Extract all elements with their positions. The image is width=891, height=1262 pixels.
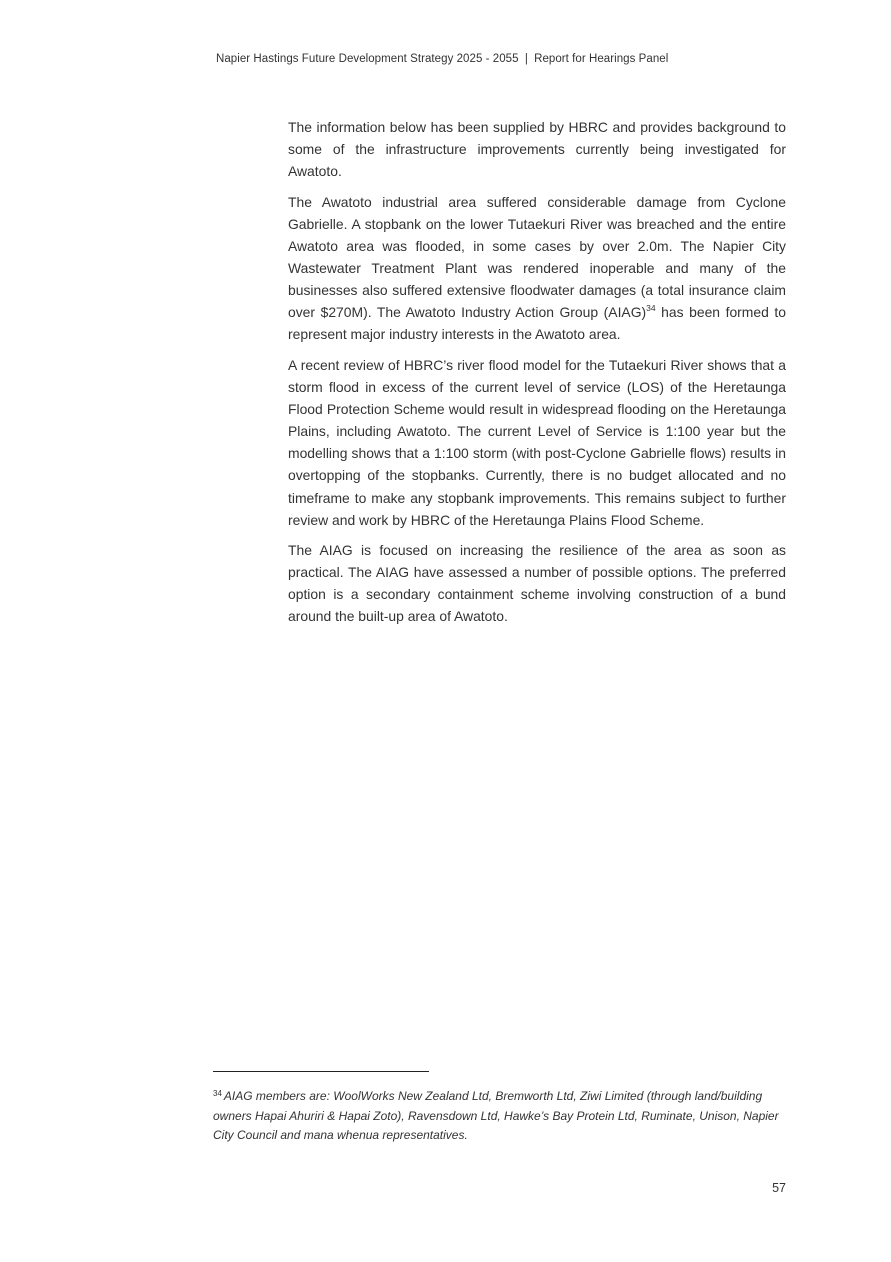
footnote-divider xyxy=(213,1071,429,1072)
footnote-reference[interactable]: 34 xyxy=(646,302,656,313)
footnote-number: 34 xyxy=(213,1089,222,1098)
running-header xyxy=(216,53,816,65)
header-subtitle: Report for Hearings Panel xyxy=(534,53,669,65)
footnote xyxy=(213,1087,786,1145)
paragraph-cyclone-damage xyxy=(288,191,786,346)
footnote-text: AIAG members are: WoolWorks New Zealand Ltd, Bremworth Ltd, Ziwi Limited (through land/building owners Hapai Ahuriri & Hapai Zoto), Ravensdown Ltd, Hawke’s Bay Protein Ltd, Ruminate, Unison, Napier City Council and mana whenua representatives. xyxy=(213,1089,779,1142)
body-text xyxy=(288,116,786,636)
header-separator: | xyxy=(524,53,528,65)
page-number: 57 xyxy=(772,1181,786,1195)
paragraph-cyclone-text-before: The Awatoto industrial area suffered considerable damage from Cyclone Gabrielle. A stopbank on the lower Tutaekuri River was breached and the entire Awatoto area was flooded, in some cases by over 2.0m. The Napier City Wastewater Treatment Plant was rendered inoperable and many of the businesses also suffered extensive floodwater damages (a total insurance claim over $270M). The Awatoto Industry Action Group (AIAG) xyxy=(288,193,786,321)
paragraph-aiag-options: The AIAG is focused on increasing the resilience of the area as soon as practical. The AIAG have assessed a number of possible options. The preferred option is a secondary containment scheme involving construction of a bund around the built-up area of Awatoto. xyxy=(288,542,786,625)
paragraph-cyclone-text-after: has been formed to represent major industry interests in the Awatoto area. xyxy=(288,304,786,343)
header-title: Napier Hastings Future Development Strategy 2025 - 2055 xyxy=(216,53,519,65)
paragraph-flood-model: A recent review of HBRC’s river flood model for the Tutaekuri River shows that a storm flood in excess of the current level of service (LOS) of the Heretaunga Flood Protection Scheme would result in widespread flooding on the Heretaunga Plains, including Awatoto. The current Level of Service is 1:100 year but the modelling shows that a 1:100 storm (with post-Cyclone Gabrielle flows) results in overtopping of the stopbanks. Currently, there is no budget allocated and no timeframe to make any stopbank improvements. This remains subject to further review and work by HBRC of the Heretaunga Plains Flood Scheme. xyxy=(288,356,786,528)
paragraph-intro: The information below has been supplied by HBRC and provides background to some of the infrastructure improvements currently being investigated for Awatoto. xyxy=(288,119,786,180)
